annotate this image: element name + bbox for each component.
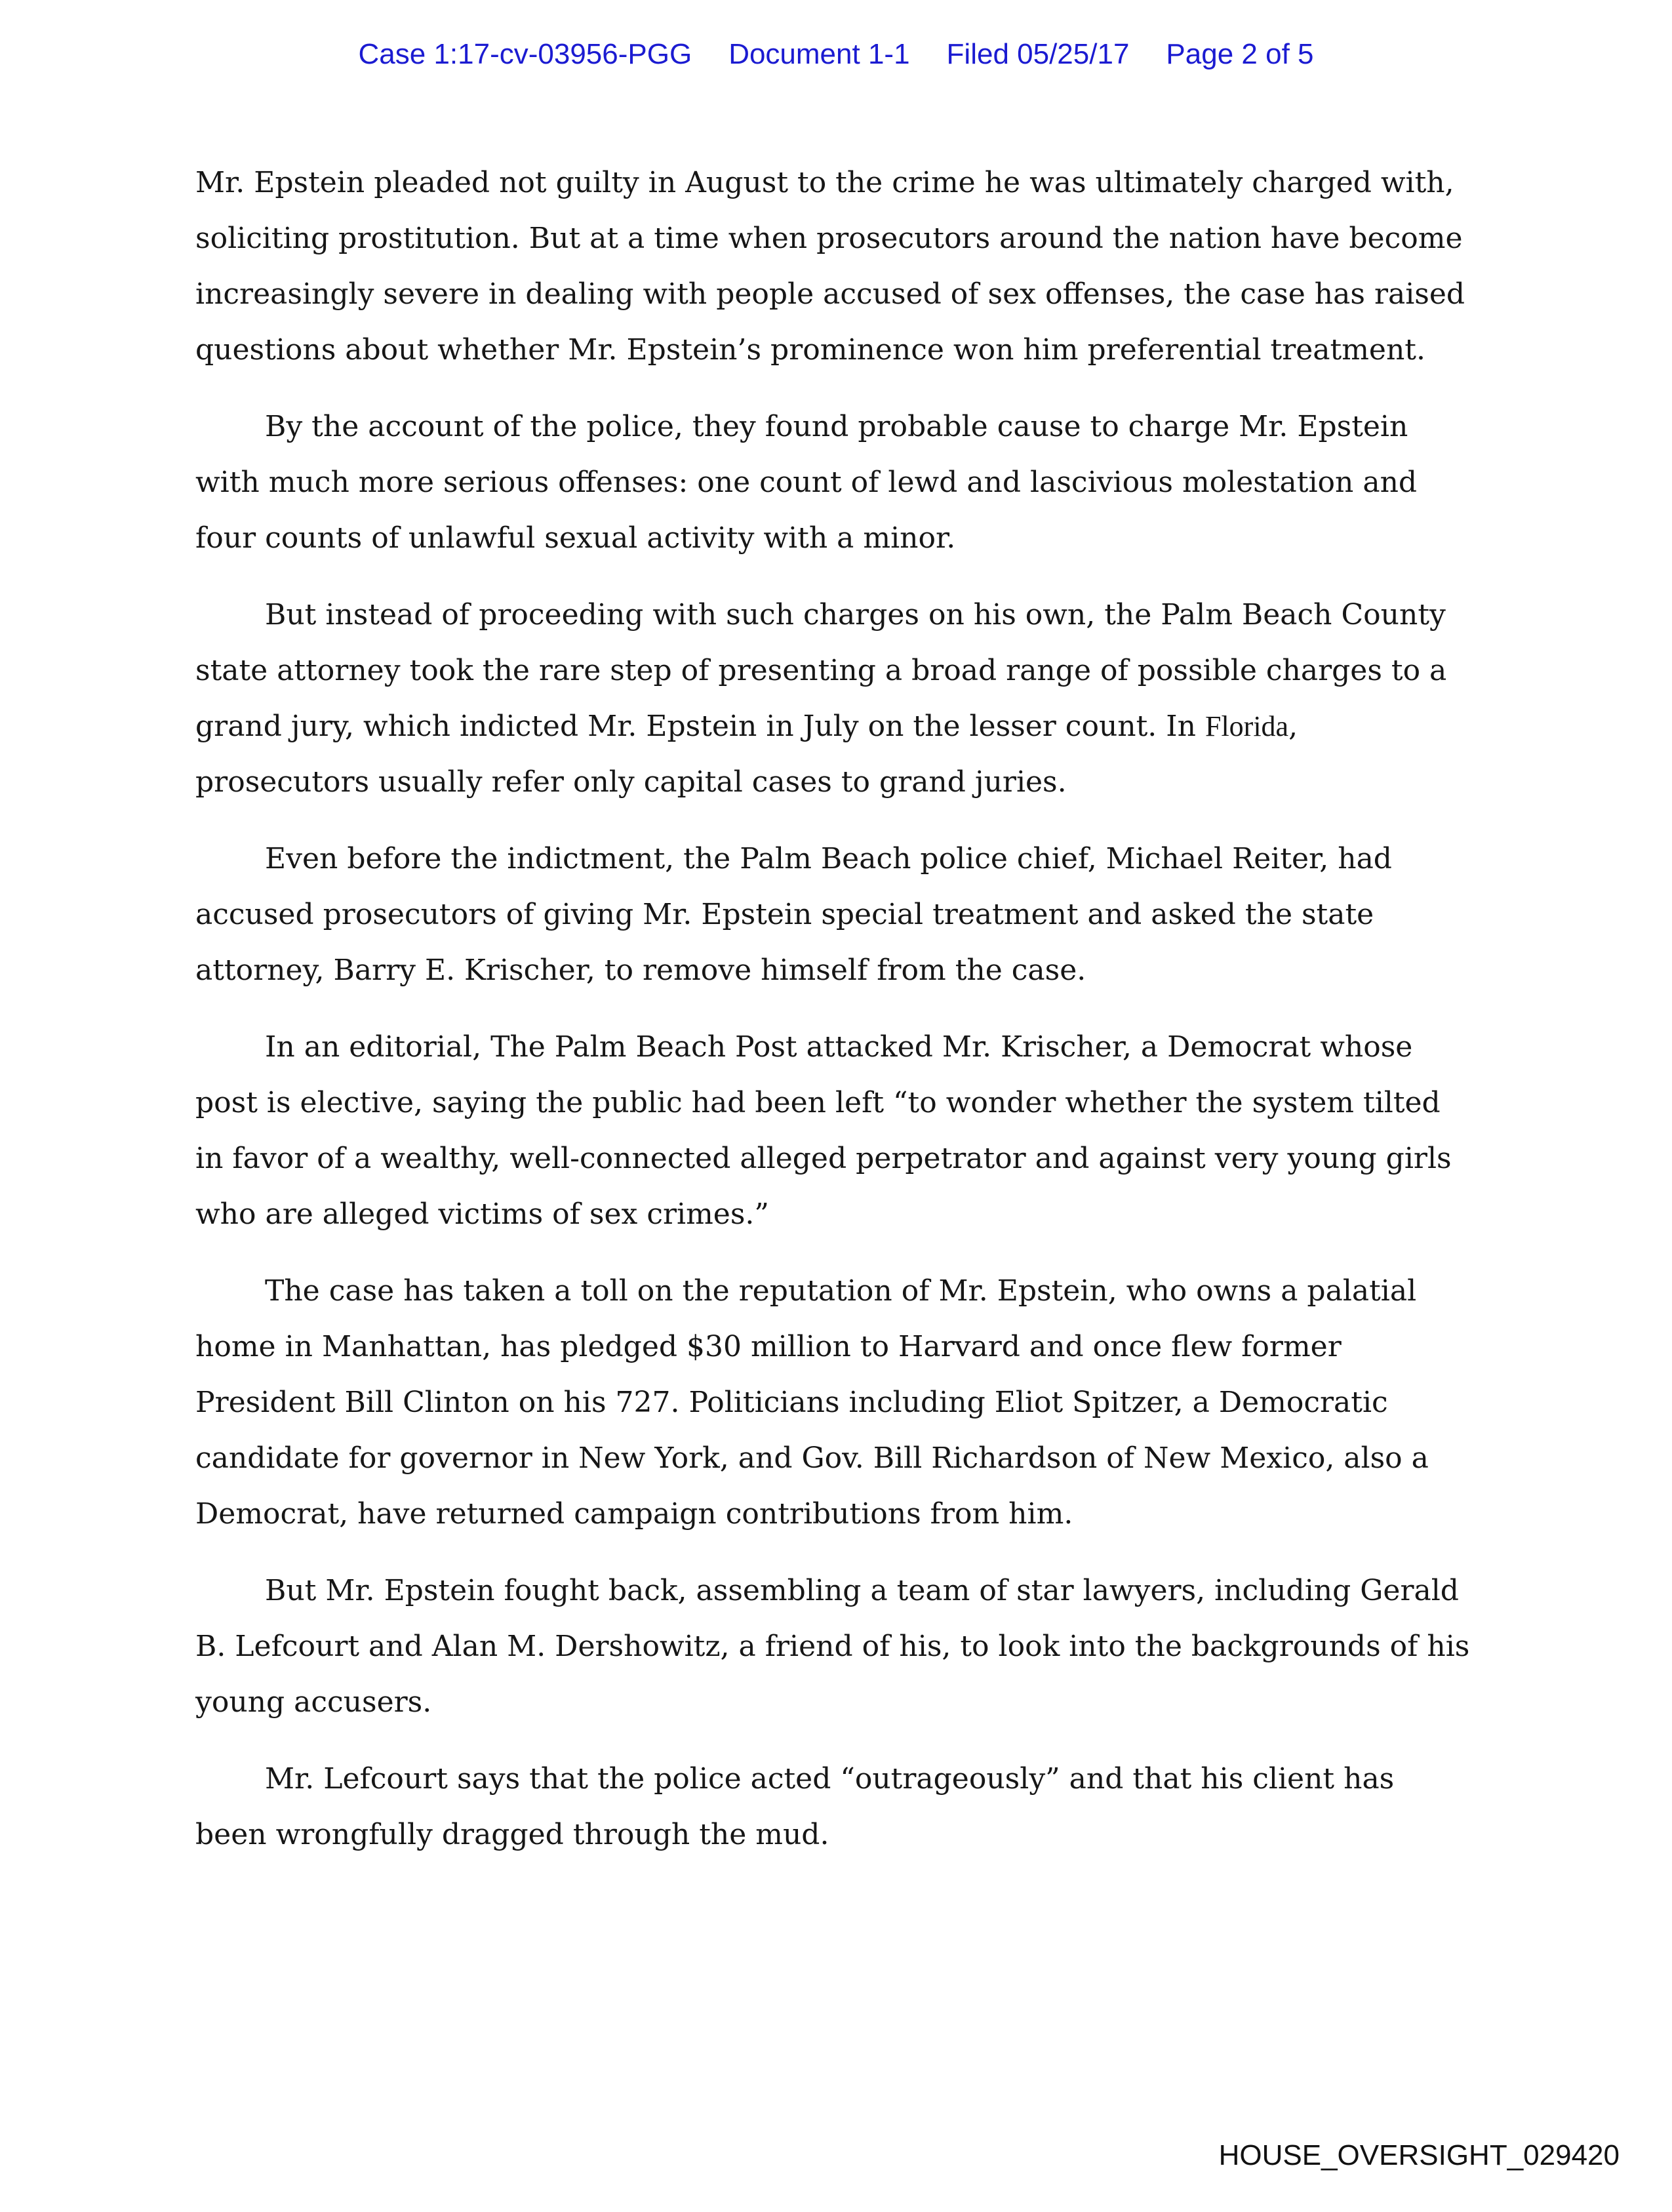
- header-case-number: Case 1:17-cv-03956-PGG: [358, 38, 692, 70]
- paragraph: By the account of the police, they found probable cause to charge Mr. Epstein with much more serious offenses: one count of lewd and lascivious molestation and four counts of unlawful sexual activity with a minor.: [195, 410, 1418, 555]
- text-run: , prosecutors usually refer only capital cases to grand juries.: [195, 710, 1298, 799]
- header-page-number: Page 2 of 5: [1166, 38, 1314, 70]
- paragraph: The case has taken a toll on the reputation of Mr. Epstein, who owns a palatial home in Manhattan, has pledged $30 million to Harvard and once flew former President Bill Clinton on his 727. Politicians including Eliot Spitzer, a Democratic candidate for governor in New York, and Gov. Bill Richardson of New Mexico, also a Democrat, have returned campaign contributions from him.: [195, 1274, 1429, 1531]
- paragraph: Mr. Lefcourt says that the police acted “outrageously” and that his client has been wrongfully dragged through the mud.: [195, 1762, 1395, 1851]
- header-document-number: Document 1-1: [728, 38, 910, 70]
- paragraph: Mr. Epstein pleaded not guilty in August to the crime he was ultimately charged with, soliciting prostitution. But at a time when prosecutors around the nation have become increasingly severe in dealing with people accused of sex offenses, the case has raised questions about whether Mr. Epstein’s prominence won him preferential treatment.: [195, 166, 1465, 367]
- header-filed-date: Filed 05/25/17: [946, 38, 1130, 70]
- text-run: But instead of proceeding with such charges on his own, the Palm Beach County state attorney took the rare step of presenting a broad range of possible charges to a grand jury, which indicted Mr. Epstein in July on the lesser count. In: [195, 598, 1447, 743]
- alt-typeface-text: Florida: [1204, 710, 1289, 742]
- document-body: [195, 155, 1471, 1883]
- paragraph: [195, 587, 1471, 810]
- paragraph: But Mr. Epstein fought back, assembling a team of star lawyers, including Gerald B. Lefcourt and Alan M. Dershowitz, a friend of his, to look into the backgrounds of his young accusers.: [195, 1574, 1470, 1719]
- bates-number: HOUSE_OVERSIGHT_029420: [1218, 2139, 1620, 2171]
- paragraph: In an editorial, The Palm Beach Post attacked Mr. Krischer, a Democrat whose post is elective, saying the public had been left “to wonder whether the system tilted in favor of a wealthy, well-connected alleged perpetrator and against very young girls who are alleged victims of sex crimes.”: [195, 1030, 1452, 1231]
- paragraph: Even before the indictment, the Palm Beach police chief, Michael Reiter, had accused prosecutors of giving Mr. Epstein special treatment and asked the state attorney, Barry E. Krischer, to remove himself from the case.: [195, 842, 1392, 987]
- case-stamp-header: [0, 38, 1672, 71]
